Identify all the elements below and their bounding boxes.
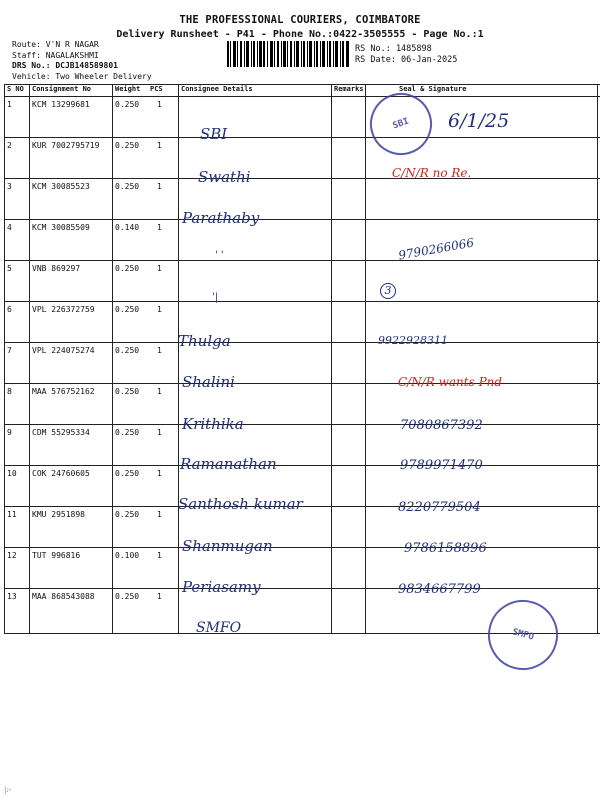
runsheet-subtitle: Delivery Runsheet - P41 - Phone No.:0422-3505555 - Page No.:1: [116, 29, 484, 40]
row-11-consignment: KMU 2951898: [32, 510, 85, 519]
row-9-pcs: 1: [157, 428, 162, 437]
row-5-consignment: VNB 869297: [32, 264, 81, 273]
col-consignment-header: Consignment No: [32, 85, 92, 93]
footer-mark: |:-: [4, 786, 12, 794]
route-label: Route: V'N R NAGAR: [12, 40, 99, 49]
row-8-pcs: 1: [157, 387, 162, 396]
row-6-signature-handwritten: 9922928311: [378, 334, 448, 347]
row-6-sno: 6: [7, 305, 12, 314]
circled-number: 3: [380, 283, 396, 299]
row-7-pcs: 1: [157, 346, 162, 355]
drs-number: DRS No.: DCJB148589801: [12, 61, 118, 70]
row-11-pcs: 1: [157, 510, 162, 519]
row-5-sno: 5: [7, 264, 12, 273]
row-3-consignment: KCM 30085523: [32, 182, 90, 191]
row-10-signature-handwritten: 8220779504: [398, 500, 481, 515]
row-10-pcs: 1: [157, 469, 162, 478]
row-2-weight: 0.250: [115, 141, 140, 150]
row-8-signature-handwritten: 7080867392: [400, 418, 483, 433]
row-1-pcs: 1: [157, 100, 162, 109]
row-2-pcs: 1: [157, 141, 162, 150]
row-1-signature-date: 6/1/25: [448, 110, 510, 132]
row-12-weight: 0.100: [115, 551, 140, 560]
col-consignee-header: Consignee Details: [181, 85, 253, 93]
bank-seal-text: SBI: [391, 116, 411, 132]
staff-label: Staff: NAGALAKSHMI: [12, 50, 99, 60]
meta-right: [355, 44, 457, 66]
row-11-weight: 0.250: [115, 510, 140, 519]
row-13-weight: 0.250: [115, 592, 140, 601]
row-11-sno: 11: [7, 510, 17, 519]
row-9-sno: 9: [7, 428, 12, 437]
row-6-weight: 0.250: [115, 305, 140, 314]
row-3-weight: 0.250: [115, 182, 140, 191]
row-12-sno: 12: [7, 551, 17, 560]
row-8-weight: 0.250: [115, 387, 140, 396]
row-4-pcs: 1: [157, 223, 162, 232]
row-9-consignee-handwritten: Ramanathan: [180, 455, 277, 473]
row-13-consignment: MAA 868543088: [32, 592, 95, 601]
row-2-consignee-handwritten: Swathi: [198, 168, 251, 186]
col-weight-header: Weight: [115, 85, 141, 93]
row-8-sno: 8: [7, 387, 12, 396]
row-7-consignee-handwritten: Shalini: [182, 373, 235, 391]
row-10-weight: 0.250: [115, 469, 140, 478]
row-13-consignee-handwritten: SMFO: [196, 620, 242, 636]
row-5-pcs: 1: [157, 264, 162, 273]
row-10-consignee-handwritten: Santhosh kumar: [178, 495, 303, 513]
row-8-consignee-handwritten: Krithika: [182, 415, 244, 433]
row-1-consignment: KCM 13299681: [32, 100, 90, 109]
runsheet-table: [4, 84, 600, 634]
row-4-weight: 0.140: [115, 223, 140, 232]
row-10-consignment: COK 24760605: [32, 469, 90, 478]
row-5-stray-mark: '|: [212, 292, 219, 303]
row-12-signature-handwritten: 9834667799: [398, 582, 481, 597]
row-8-consignment: MAA 576752162: [32, 387, 95, 396]
row-3-sno: 3: [7, 182, 12, 191]
rs-date: RS Date: 06-Jan-2025: [355, 55, 458, 65]
row-7-weight: 0.250: [115, 346, 140, 355]
row-2-consignment: KUR 7002795719: [32, 141, 100, 150]
row-3-consignee-handwritten: Parathaby: [182, 209, 260, 227]
col-pcs-header: PCS: [150, 85, 163, 93]
row-10-sno: 10: [7, 469, 17, 478]
row-13-sno: 13: [7, 592, 17, 601]
row-7-sno: 7: [7, 346, 12, 355]
row-1-sno: 1: [7, 100, 12, 109]
row-2-remark-handwritten: C/N/R no Re.: [392, 166, 472, 180]
row-4-consignment: KCM 30085509: [32, 223, 90, 232]
row-12-consignee-handwritten: Periasamy: [182, 578, 261, 596]
row-9-consignment: CDM 55295334: [32, 428, 90, 437]
row-6-consignee-handwritten: Thulga: [178, 332, 231, 350]
meta-left: [12, 40, 152, 82]
row-9-weight: 0.250: [115, 428, 140, 437]
row-4-ditto-mark: ' ': [215, 250, 224, 261]
barcode-icon: [227, 41, 349, 67]
row-6-pcs: 1: [157, 305, 162, 314]
col-seal-header: Seal & Signature: [399, 85, 467, 93]
row-4-sno: 4: [7, 223, 12, 232]
row-12-pcs: 1: [157, 551, 162, 560]
row-7-remark-handwritten: C/N/R wants Pnd: [398, 375, 503, 389]
row-11-consignee-handwritten: Shanmugan: [182, 537, 273, 555]
row-6-consignment: VPL 226372759: [32, 305, 95, 314]
col-remarks-header: Remarks: [334, 85, 364, 93]
row-1-consignee-handwritten: SBI: [200, 125, 228, 143]
row-9-signature-handwritten: 9789971470: [400, 458, 483, 473]
row-13-pcs: 1: [157, 592, 162, 601]
company-title: THE PROFESSIONAL COURIERS, COIMBATORE: [179, 14, 421, 26]
row-7-consignment: VPL 224075274: [32, 346, 95, 355]
row-3-pcs: 1: [157, 182, 162, 191]
row-4-signature-handwritten: 9790266066: [397, 235, 475, 263]
col-sno-header: S NO: [7, 85, 24, 93]
office-seal-text: SMFO: [511, 627, 535, 643]
row-11-signature-handwritten: 9786158896: [404, 541, 487, 556]
row-2-sno: 2: [7, 141, 12, 150]
rs-number: RS No.: 1485898: [355, 44, 432, 54]
vehicle-label: Vehicle: Two Wheeler Delivery: [12, 71, 152, 81]
row-5-weight: 0.250: [115, 264, 140, 273]
row-12-consignment: TUT 996816: [32, 551, 81, 560]
row-1-weight: 0.250: [115, 100, 140, 109]
